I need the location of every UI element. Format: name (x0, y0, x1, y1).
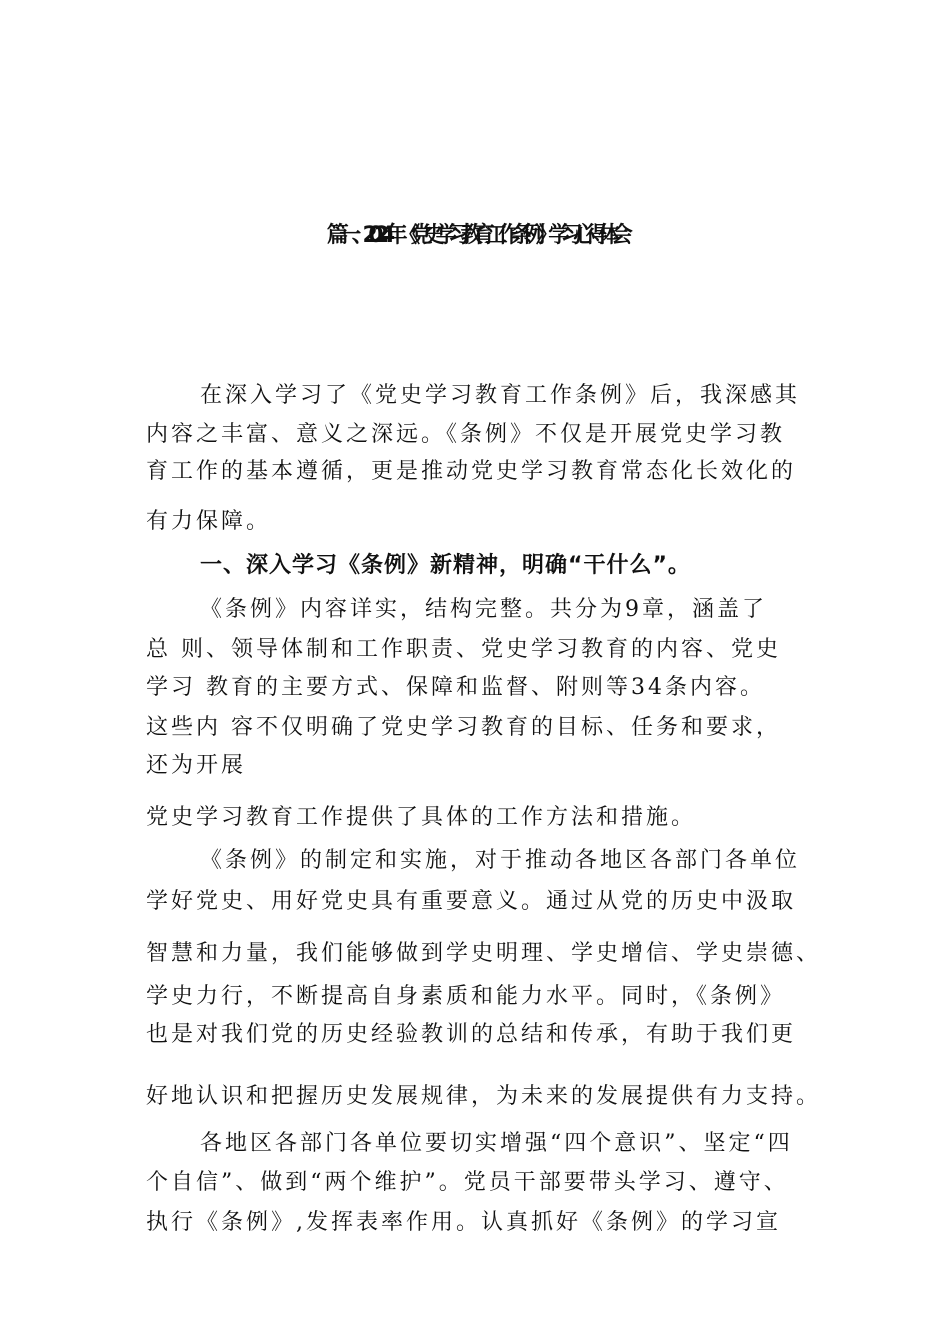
paragraph-line: 内容之丰富、意义之深远。《条例》不仅是开展党史学习教 (146, 422, 786, 447)
paragraph-line: 执行《条例》,发挥表率作用。认真抓好《条例》的学习宣 (146, 1210, 781, 1235)
paragraph-line: 这些内 容不仅明确了党史学习教育的目标、任务和要求， (146, 715, 781, 740)
paragraph-line: 育工作的基本遵循，更是推动党史学习教育常态化长效化的 (146, 459, 797, 484)
section-heading: 一、深入学习《条例》新精神，明确“干什么”。 (200, 553, 691, 578)
paragraph-line: 学好党史、用好党史具有重要意义。通过从党的历史中汲取 (146, 889, 797, 914)
paragraph-line: 总 则、领导体制和工作职责、党史学习教育的内容、党史 (146, 637, 781, 662)
paragraph-line: 在深入学习了《党史学习教育工作条例》后，我深感其 (200, 383, 801, 408)
paragraph-line: 也是对我们党的历史经验教训的总结和传承，有助于我们更 (146, 1022, 797, 1047)
paragraph-line: 学史力行，不断提高自身素质和能力水平。同时，《条例》 (146, 984, 786, 1009)
paragraph-line: 还为开展 (146, 753, 247, 778)
paragraph-line: 学习 教育的主要方式、保障和监督、附则等34条内容。 (146, 675, 765, 700)
paragraph-line: 《条例》的制定和实施，对于推动各地区各部门各单位 (200, 848, 801, 873)
paragraph-line: 各地区各部门各单位要切实增强“四个意识”、坚定“四 (200, 1131, 793, 1156)
paragraph-line: 党史学习教育工作提供了具体的工作方法和措施。 (146, 805, 697, 830)
paragraph-line: 智慧和力量，我们能够做到学史明理、学史增信、学史崇德、 (146, 941, 822, 966)
paragraph-line: 《条例》内容详实，结构完整。共分为9章，涵盖了 (200, 597, 767, 622)
paragraph-line: 个自信”、做到“两个维护”。党员干部要带头学习、遵守、 (146, 1170, 789, 1195)
document-title: 篇一、 2024年《党史学习教育工作条例》学习心得体会 (326, 223, 624, 248)
paragraph-line: 有力保障。 (146, 509, 272, 534)
paragraph-line: 好地认识和把握历史发展规律，为未来的发展提供有力支持。 (146, 1084, 822, 1109)
